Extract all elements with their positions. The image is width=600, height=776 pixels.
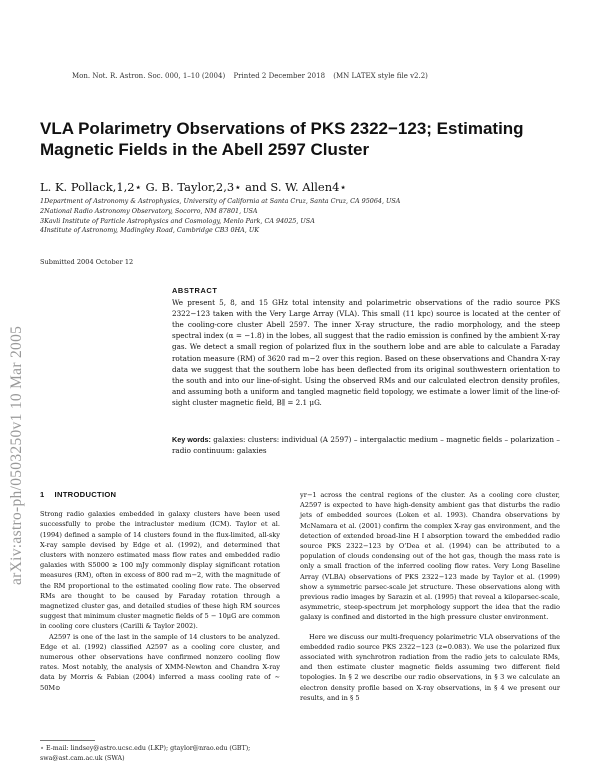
abstract-heading: ABSTRACT <box>172 286 218 295</box>
affiliation-item: 2National Radio Astronomy Observatory, Socorro, NM 87801, USA <box>40 206 258 215</box>
arxiv-identifier-stamp: arXiv:astro-ph/0503250v1 10 Mar 2005 <box>8 325 25 585</box>
section-title: INTRODUCTION <box>54 490 117 499</box>
paragraph: yr−1 across the central regions of the cluster. As a cooling core cluster, A2597 is expected to have high-density ambient gas that disturbs the radio jets of embedded sources (Loken et al. 1993). Chandra observations by McNamara et al. (2001) confirm the complex X-ray gas environment, and the detection of extended broad-line H I absorption toward the embedded radio source PKS 2322−123 by O’Dea et al. (1994) can be attributed to a population of clouds condensing out of the hot gas, though the mass rate is only a small fraction of the inferred cooling flow rates. Very Long Baseline Array (VLBA) observations of PKS 2322−123 made by Taylor et al. (1999) show a symmetric parsec-scale jet structure. These observations along with previous radio images by Sarazin et al. (1995) that reveal a kiloparsec-scale, asymmetric, steep-spectrum jet morphology support the idea that the radio galaxy is confined and distorted in the high pressure cluster environment. <box>300 491 560 622</box>
left-text-column <box>40 490 280 693</box>
section-number: 1 <box>40 490 45 499</box>
paragraph: Here we discuss our multi-frequency polarimetric VLA observations of the embedded radio source PKS 2322−123 (z=0.083). We use the polarized flux associated with synchrotron radiation from the radio jets to calculate RMs, and then estimate cluster magnetic fields assuming two different field topologies. In § 2 we describe our radio observations, in § 3 we calculate an electron density profile based on X-ray observations, in § 4 we present our results, and in § 5 <box>300 632 560 702</box>
affiliation-list <box>40 197 400 236</box>
printed-date: Printed 2 December 2018 <box>233 72 326 80</box>
affiliation-item: 1Department of Astronomy & Astrophysics, University of California at Santa Cruz, Santa Cruz, CA 95064, USA <box>40 197 401 205</box>
keywords-label: Key words: <box>172 435 211 444</box>
affiliation-item: 4Institute of Astronomy, Madingley Road, Cambridge CB3 0HA, UK <box>40 226 260 235</box>
abstract-text: We present 5, 8, and 15 GHz total intensity and polarimetric observations of the radio source PKS 2322−123 taken with the Very Large Array (VLA). This small (11 kpc) source is located at the center of the cooling-core cluster Abell 2597. The inner X-ray structure, the radio morphology, and the steep spectral index (α = −1.8) in the lobes, all suggest that the radio emission is confined by the ambient X-ray gas. We detect a small region of polarized flux in the southern lobe and are able to calculate a Faraday rotation measure (RM) of 3620 rad m−2 over this region. Based on these observations and Chandra X-ray data we suggest that the southern lobe has been deflected from its original southwestern orientation to the south and into our line-of-sight. Using the observed RMs and our calculated electron density profiles, and assuming both a uniform and tangled magnetic field topology, we estimate a lower limit of the line-of-sight cluster magnetic field, B∥ = 2.1 μG. <box>172 298 560 407</box>
author-list: L. K. Pollack,1,2⋆ G. B. Taylor,2,3⋆ and S. W. Allen4⋆ <box>40 180 347 194</box>
section-heading <box>40 490 280 500</box>
footnote-divider <box>40 740 95 741</box>
right-text-column <box>300 490 560 703</box>
journal-citation: Mon. Not. R. Astron. Soc. 000, 1–10 (2004) <box>72 72 226 80</box>
affiliation-item: 3Kavli Institute of Particle Astrophysics and Cosmology, Menlo Park, CA 94025, USA <box>40 216 315 225</box>
submission-date: Submitted 2004 October 12 <box>40 258 134 266</box>
paragraph: Strong radio galaxies embedded in galaxy clusters have been used successfully to probe the intracluster medium (ICM). Taylor et al. (1994) defined a sample of 14 clusters found in the flux-limited, all-sky X-ray sample devised by Edge et al. (1992), and determined that clusters with nonzero estimated mass flow rates and embedded radio galaxies with S5000 ≥ 100 mJy commonly display significant rotation measures (RM), often in excess of 800 rad m−2, with the magnitude of the RM proportional to the estimated cooling flow rate. The observed RMs are thought to be caused by Faraday rotation through a magnetized cluster gas, and detailed studies of these high RM sources suggest that minimum cluster magnetic fields of 5 − 10μG are common in cooling core clusters (Carilli & Taylor 2002). <box>40 510 280 631</box>
paper-title: VLA Polarimetry Observations of PKS 2322−123; Estimating Magnetic Fields in the Abell 2597 Cluster <box>40 119 524 159</box>
abstract-block <box>172 285 560 408</box>
style-file-note: (MN LATEX style file v2.2) <box>333 72 428 80</box>
keywords-text: galaxies: clusters: individual (A 2597) – intergalactic medium – magnetic fields – polarization – radio continuum: galaxies <box>172 435 560 456</box>
running-head <box>72 72 434 80</box>
keywords-block <box>172 434 560 456</box>
footnote-email: ⋆ E-mail: lindsey@astro.ucsc.edu (LKP); gtaylor@nrao.edu (GBT); swa@ast.cam.ac.uk (SWA) <box>40 745 251 762</box>
paragraph: A2597 is one of the last in the sample of 14 clusters to be analyzed. Edge et al. (1992) classified A2597 as a cooling core cluster, and numerous other observations have confirmed nonzero cooling flow rates. Most notably, the analysis of XMM-Newton and Chandra X-ray data by Morris & Fabian (2004) inferred a mass cooling rate of ∼ 50M⊙ <box>40 632 280 692</box>
